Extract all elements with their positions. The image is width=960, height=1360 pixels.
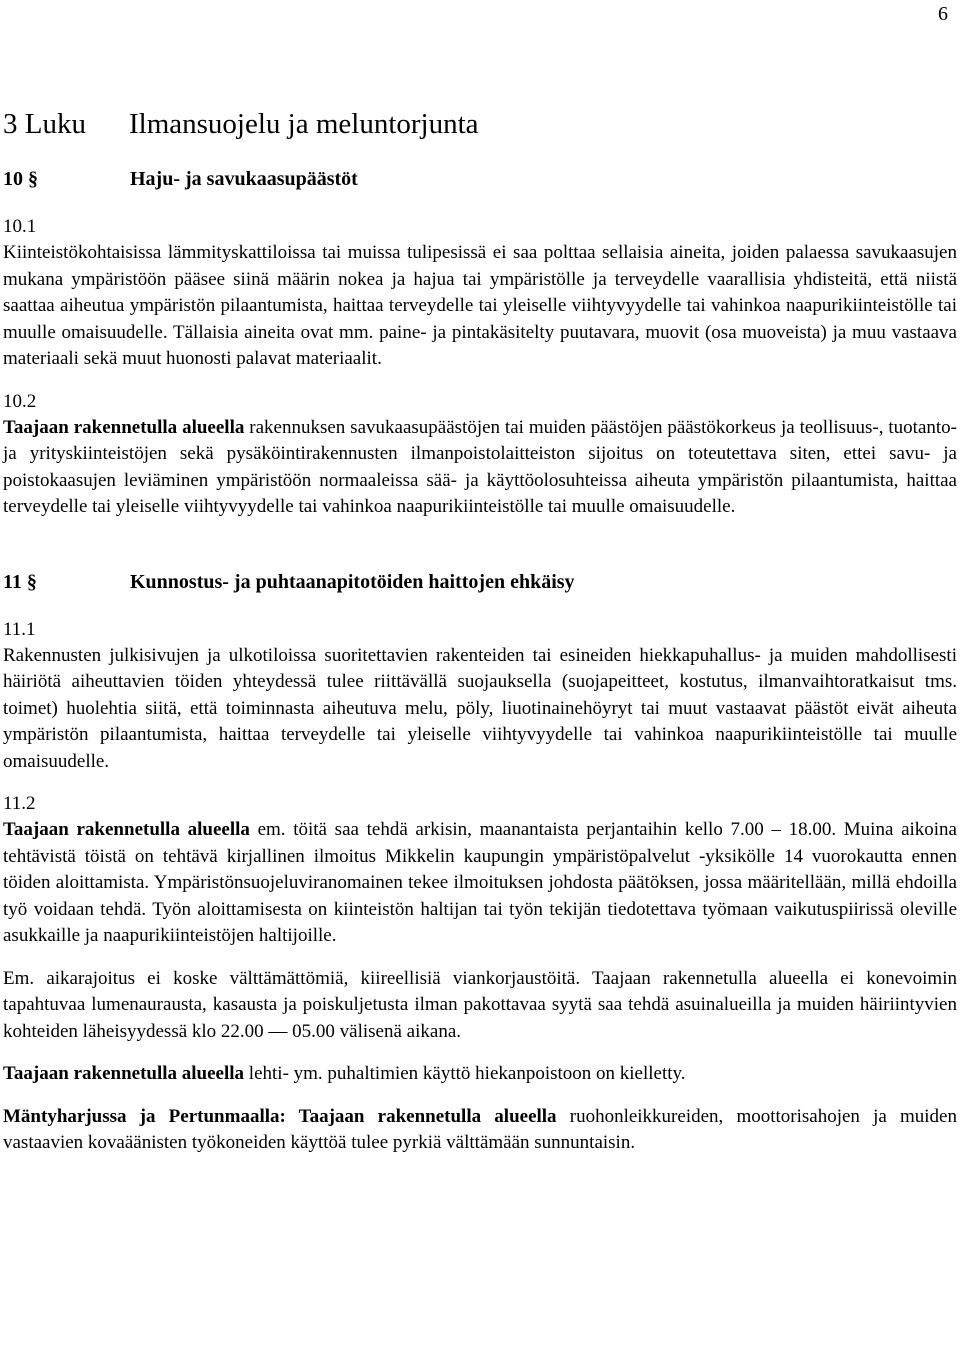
- subsection-11-2-paragraph-1: [3, 817, 957, 950]
- page-number: 6: [938, 3, 948, 25]
- subsection-11-1-number: 11.1: [3, 618, 36, 640]
- paragraph-text: em. töitä saa tehdä arkisin, maanantaista perjantaihin kello 7.00 – 18.00. Muina aikoina tehtävistä töistä on tehtävä kirjallinen ilmoitus Mikkelin kaupungin ympäristöpalvelut -yksikölle 14 vuorokautta ennen töiden aloittamista. Ympäristönsuojeluviranomainen tekee ilmoituksen johdosta päätöksen, jossa määritellään, millä ehdoilla työ voidaan tehdä. Työn aloittamisesta on kiinteistön haltijan tai työn tekijän tiedotettava työmaan vaikutuspiirissä oleville asukkaille ja naapurikiinteistöjen haltijoille.: [3, 819, 957, 946]
- chapter-number: 3 Luku: [3, 108, 86, 140]
- subsection-10-1-text: Kiinteistökohtaisissa lämmityskattiloissa tai muissa tulipesissä ei saa polttaa sellaisia aineita, joiden palaessa savukaasujen mukana ympäristöön pääsee siinä määrin nokea ja hajua tai ympäristölle ja terveydelle vaarallisia yhdisteitä, että niistä saattaa aiheutua ympäristön pilaantumista, haittaa terveydelle tai yleiselle viihtyvyydelle tai vahinkoa naapurikiinteistölle tai muulle omaisuudelle. Tällaisia aineita ovat mm. paine- ja pintakäsitelty puutavara, muovit (osa muoveista) ja muu vastaava materiaali sekä muut huonosti palavat materiaalit.: [3, 242, 957, 369]
- subsection-11-1-text: Rakennusten julkisivujen ja ulkotiloissa suoritettavien rakenteiden tai esineiden hiekkapuhallus- ja muiden mahdollisesti häiriötä aiheuttavien töiden yhteydessä tulee riittävällä suojauksella (suojapeitteet, kostutus, ilmanvaihtoratkaisut tms. toimet) huolehtia siitä, että toiminnasta aiheutuva melu, pöly, liuotinainehöyryt tai muut vastaavat päästöt eivät aiheuta ympäristön pilaantumista, haittaa terveydelle tai yleiselle viihtyvyydelle tai vahinkoa naapurikiinteistölle tai muulle omaisuudelle.: [3, 644, 957, 772]
- subsection-10-2-number: 10.2: [3, 390, 37, 412]
- section-10-number: 10 §: [3, 168, 38, 190]
- section-10-title: Haju- ja savukaasupäästöt: [130, 168, 358, 190]
- bold-term: Mäntyharjussa ja Pertunmaalla: Taajaan rakennetulla alueella: [3, 1105, 557, 1127]
- subsection-11-2-paragraph-4: [3, 1104, 957, 1157]
- subsection-11-2-number: 11.2: [3, 793, 36, 814]
- subsection-11-2-paragraph-2: Em. aikarajoitus ei koske välttämättömiä, kiireellisiä viankorjaustöitä. Taajaan rakennetulla alueella ei konevoimin tapahtuvaa lumenaurausta, kasausta ja poiskuljetusta ilman pakottavaa syytä saa tehdä asuinalueilla ja muiden häiriintyvien kohteiden läheisyydessä klo 22.00 — 05.00 välisenä aikana.: [3, 967, 957, 1042]
- chapter-title: Ilmansuojelu ja meluntorjunta: [129, 108, 479, 140]
- bold-term: Taajaan rakennetulla alueella: [3, 416, 245, 438]
- subsection-10-1-number: 10.1: [3, 216, 37, 237]
- section-11-number: 11 §: [3, 570, 37, 593]
- section-10-heading: [3, 166, 957, 192]
- section-11-title: Kunnostus- ja puhtaanapitotöiden haittojen ehkäisy: [130, 570, 575, 593]
- bold-term: Taajaan rakennetulla alueella: [3, 819, 250, 840]
- bold-term: Taajaan rakennetulla alueella: [3, 1063, 245, 1084]
- paragraph-text: rakennuksen savukaasupäästöjen tai muiden päästöjen päästökorkeus ja teollisuus-, tuotanto- ja yrityskiinteistöjen sekä pysäköintirakennusten ilmanpoistolaitteiston sijoitus on toteutettava siten, ettei savu- ja poistokaasujen leviäminen ympäristöön normaaleissa sää- ja käyttöolosuhteissa aiheuta ympäristön pilaantumista, haittaa terveydelle tai yleiselle viihtyvyydelle tai vahinkoa naapurikiinteistölle tai muulle omaisuudelle.: [3, 416, 957, 517]
- subsection-10-2-text: [3, 415, 957, 521]
- section-11-heading: [3, 569, 957, 595]
- subsection-11-2-paragraph-3: [3, 1061, 957, 1088]
- paragraph-text: ruohonleikkureiden, moottorisahojen ja muiden vastaavien kovaäänisten työkoneiden käyttöä tulee pyrkiä välttämään sunnuntaisin.: [3, 1105, 957, 1153]
- paragraph-text: lehti- ym. puhaltimien käyttö hiekanpoistoon on kielletty.: [244, 1063, 686, 1084]
- chapter-heading: [3, 104, 957, 144]
- document-body: [3, 104, 957, 1157]
